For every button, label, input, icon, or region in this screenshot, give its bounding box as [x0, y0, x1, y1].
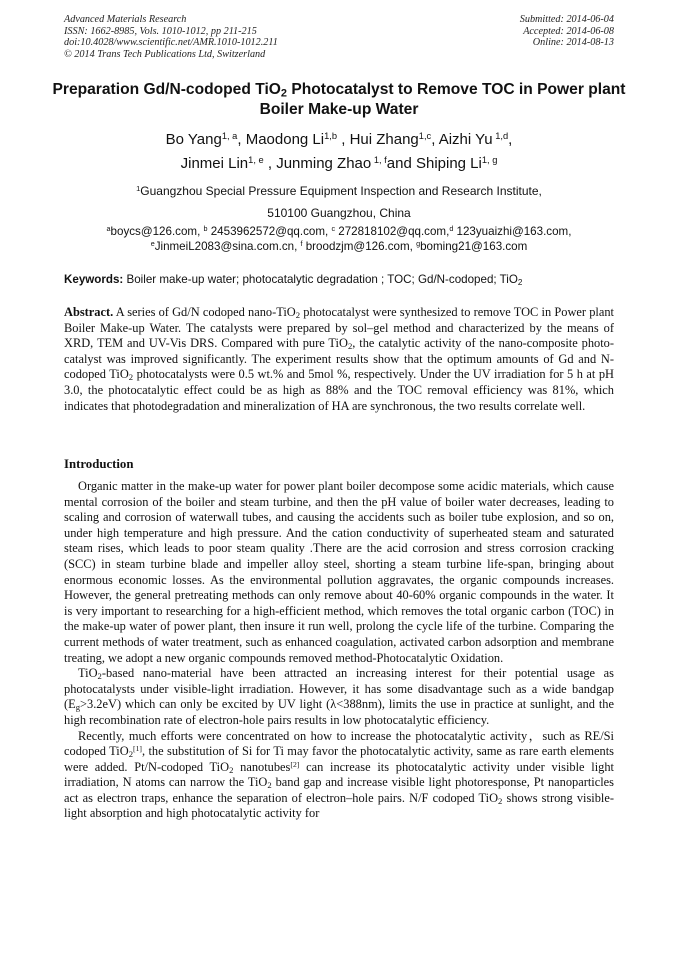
paragraph: TiO$_2$-based nano-material have been attracted an increasing interest for their potential usage as photocatalysts under visible-light irradiation. However, it has some disadvantage such as a wide bandgap $(E_g>3.2eV)$ which can only be excited by UV light (λ<388nm), limits the use in practice at sunlight, and the high recombination rate of electron-hole pairs results in low photocatalytic efficiency. [64, 666, 614, 727]
email-link[interactable]: boming21@163.com [420, 240, 528, 253]
email-link[interactable]: 2453962572@qq.com, [207, 225, 332, 238]
affiliation: $^1$Guangzhou Special Pressure Equipment Inspection and Research Institute, 510100 Guangzhou, China [136, 183, 542, 220]
online-date: Online: 2014-08-13 [532, 37, 614, 49]
abstract: Abstract. A series of Gd/N codoped nano-TiO$_2$ photocatalyst were synthesized to remove TOC in Power plant Boiler Make-up Water. The catalysts were prepared by sol–gel method and characterized by the means of XRD, TEM and UV-Vis DRS. Compared with pure TiO$_2$, the catalytic activity of the nano-composite photo-catalyst was improved significantly. The experiment results show that the optimum amounts of Gd and N-codoped TiO$_2$ photocatalysts were 0.5 wt.% and 5mol %, respectively. Under the UV irradiation for 5 h at pH 3.0, the photocatalytic effect could be as high as 88% and the TOC removal efficiency was 81%, which indicates that photodegradation and mineralization of HA are synchronous, the two results correlate well. [64, 305, 614, 413]
journal-header-left [64, 14, 278, 60]
keywords-label: Keywords: [64, 273, 124, 286]
author-name: Hui Zhang [349, 131, 419, 148]
paragraph: Recently, much efforts were concentrated on how to increase the photocatalytic activity，such as RE/Si codoped TiO$_2$[1], the substitution of Si for Ti may favor the photocatalytic activity, same as rare earth elements were added. Pt/N-codoped TiO$_2$ nanotubes[2] can increase its photocatalytic activity under visible light irradiation, N atoms can narrow the TiO$_2$ band gap and increase visible light photoresponse, Pt nanoparticles act as electron traps, enhance the separation of electron–hole pairs. N/F codoped TiO$_2$ shows strong visible-light absorption and high photocatalytic activity for [64, 728, 615, 821]
email-link[interactable]: broodzjm@126.com, [302, 240, 417, 253]
author-name: Aizhi Yu [438, 131, 493, 148]
accepted-date: Accepted: 2014-06-08 [523, 25, 614, 37]
abstract-label: Abstract. [64, 305, 114, 319]
copyright-line: © 2014 Trans Tech Publications Ltd, Switzerland [64, 48, 266, 60]
email-link[interactable]: 123yuaizhi@163.com, [453, 225, 572, 238]
introduction-body [64, 479, 614, 822]
citation-ref[interactable]: [1] [133, 743, 142, 753]
keywords: Keywords: Boiler make-up water; photocatalytic degradation ; TOC; Gd/N-codoped; TiO$_2$ [64, 273, 523, 288]
author-name: Maodong Li [245, 131, 325, 148]
author-name: Shiping Li [415, 155, 482, 172]
doi-line: doi:10.4028/www.scientific.net/AMR.1010-1012.211 [64, 37, 278, 49]
submitted-date: Submitted: 2014-06-04 [519, 14, 614, 25]
author-name: Junming Zhao [276, 155, 372, 172]
citation-ref[interactable]: [2] [290, 759, 300, 769]
email-link[interactable]: JinmeiL2083@sina.com.cn, [154, 240, 301, 253]
author-name: Bo Yang [165, 131, 222, 148]
author-list: Bo Yang$^{1, a}$, Maodong Li$^{1,b}$ , Hui Zhang$^{1,c}$, Aizhi Yu $^{1,d}$, Jinmei Lin$^{1, e}$ , Junming Zhao $^{1, f}$and Shiping Li$^{1, g}$ [165, 130, 513, 172]
author-emails: $^a$boycs@126.com, $^b$ 2453962572@qq.com, $^c$ 272818102@qq.com,$^d$ 123yuaizhi@163.com, $^e$JinmeiL2083@sina.com.cn, $^f$ broodzjm@126.com, $^g$boming21@163.com [106, 224, 572, 253]
email-link[interactable]: boycs@126.com, [110, 225, 204, 238]
journal-name: Advanced Materials Research [64, 14, 187, 25]
section-heading-introduction: Introduction [64, 457, 134, 471]
paragraph: Organic matter in the make-up water for power plant boiler decompose some acidic materials, which cause mental corrosion of the boiler and steam turbine, and then the pH value of boiler water decreases, leading to scaling and corrosion of waterwall tubes, and causing the accidents such as boiler tube explosion, and so on, under high temperature and high pressure. And the cation conductivity of superheated steam and saturated steam rises, which leads to poor steam quality .There are the acid corrosion and stress corrosion cracking (SCC) in steam turbine blade and impeller alloy steel, shorting a steam turbine life-span, bringing about enormous economic losses. As the environmental pollution aggravates, the organic compounds increases. However, the general pretreating methods can only remove about 40-60% organic compounds in the water. It is very important to researching for a high-efficient method, which removes the total organic carbon (TOC) in the make-up water of power plant, then insure it run well, prolong the cycle life of the turbine. Comparing the current methods of water treatment, such as enhanced coagulation, activated carbon adsorption and membrane treating, we adopt a new organic compounds removed method-Photocatalytic Oxidation. [64, 479, 614, 665]
journal-header-right [520, 14, 614, 49]
paper-title: Preparation Gd/N-codoped TiO$_2$ Photocatalyst to Remove TOC in Power plant Boiler Make-up Water [52, 81, 626, 118]
author-name: Jinmei Lin [180, 155, 249, 172]
issn-line: ISSN: 1662-8985, Vols. 1010-1012, pp 211-215 [64, 25, 257, 37]
email-link[interactable]: 272818102@qq.com, [335, 225, 450, 238]
